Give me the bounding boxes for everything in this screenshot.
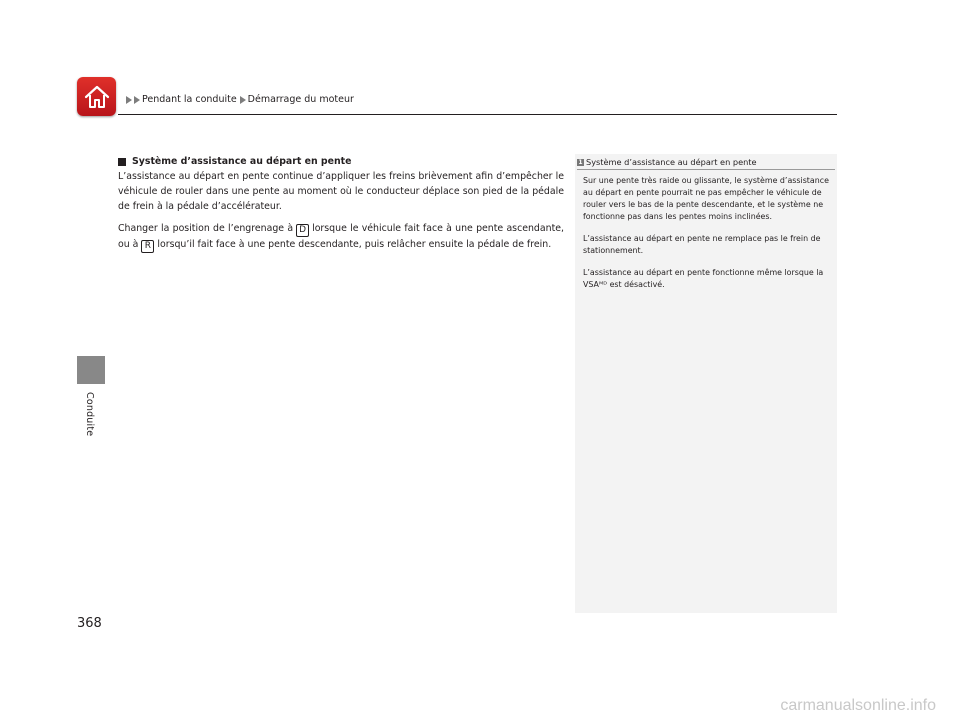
- gear-d-icon: D: [296, 224, 309, 237]
- breadcrumb-arrow-icon: [126, 96, 132, 104]
- chapter-tab-label: Conduite: [84, 392, 95, 437]
- chapter-tab[interactable]: [77, 356, 105, 384]
- instruction-text-3: lorsqu’il fait face à une pente descendante, puis relâcher ensuite la pédale de frein.: [157, 239, 552, 250]
- note-paragraph: Sur une pente très raide ou glissante, le système d’assistance au départ en pente pourrait ne pas empêcher le véhicule de rouler vers le bas de la pente descendante, et le système ne fonctionne pas dans les pentes moins inclinées.: [583, 176, 829, 221]
- note-body: [583, 175, 829, 301]
- home-button[interactable]: [77, 77, 116, 116]
- breadcrumb-arrow-icon: [134, 96, 140, 104]
- note-number-icon: 1: [578, 158, 583, 166]
- breadcrumb-item-driving[interactable]: Pendant la conduite: [142, 94, 237, 105]
- section-square-icon: [118, 158, 126, 166]
- note-paragraph: L’assistance au départ en pente ne remplace pas le frein de stationnement.: [583, 234, 821, 255]
- paragraph-gear-instructions: [118, 221, 564, 253]
- section-heading-text: Système d’assistance au départ en pente: [132, 156, 352, 167]
- instruction-text-1: Changer la position de l’engrenage à: [118, 223, 294, 234]
- breadcrumb-item-engine-start[interactable]: Démarrage du moteur: [247, 94, 354, 105]
- home-icon: [83, 83, 111, 111]
- section-heading: [118, 154, 564, 169]
- watermark: carmanualsonline.info: [780, 697, 936, 714]
- breadcrumb-arrow-icon: [240, 96, 246, 104]
- note-title-divider: [577, 169, 835, 170]
- main-content: [118, 154, 564, 260]
- note-paragraph: L’assistance au départ en pente fonctionne même lorsque la VSAᴹᴰ est désactivé.: [583, 268, 824, 289]
- header-divider: [118, 114, 837, 115]
- note-title: [577, 157, 835, 167]
- paragraph-hill-start-description: L’assistance au départ en pente continue d’appliquer les freins brièvement afin d’empêcher le véhicule de rouler dans une pente au moment où le conducteur déplace son pied de la pédale de frein à la pédale d’accélérateur.: [118, 171, 564, 212]
- page-number: 368: [77, 616, 102, 631]
- breadcrumb: [126, 94, 354, 105]
- note-title-text: Système d’assistance au départ en pente: [586, 157, 757, 167]
- gear-r-icon: R: [141, 240, 154, 253]
- instruction-text-2: lorsque le véhicule fait face à une pente ascendante, ou à: [118, 223, 564, 250]
